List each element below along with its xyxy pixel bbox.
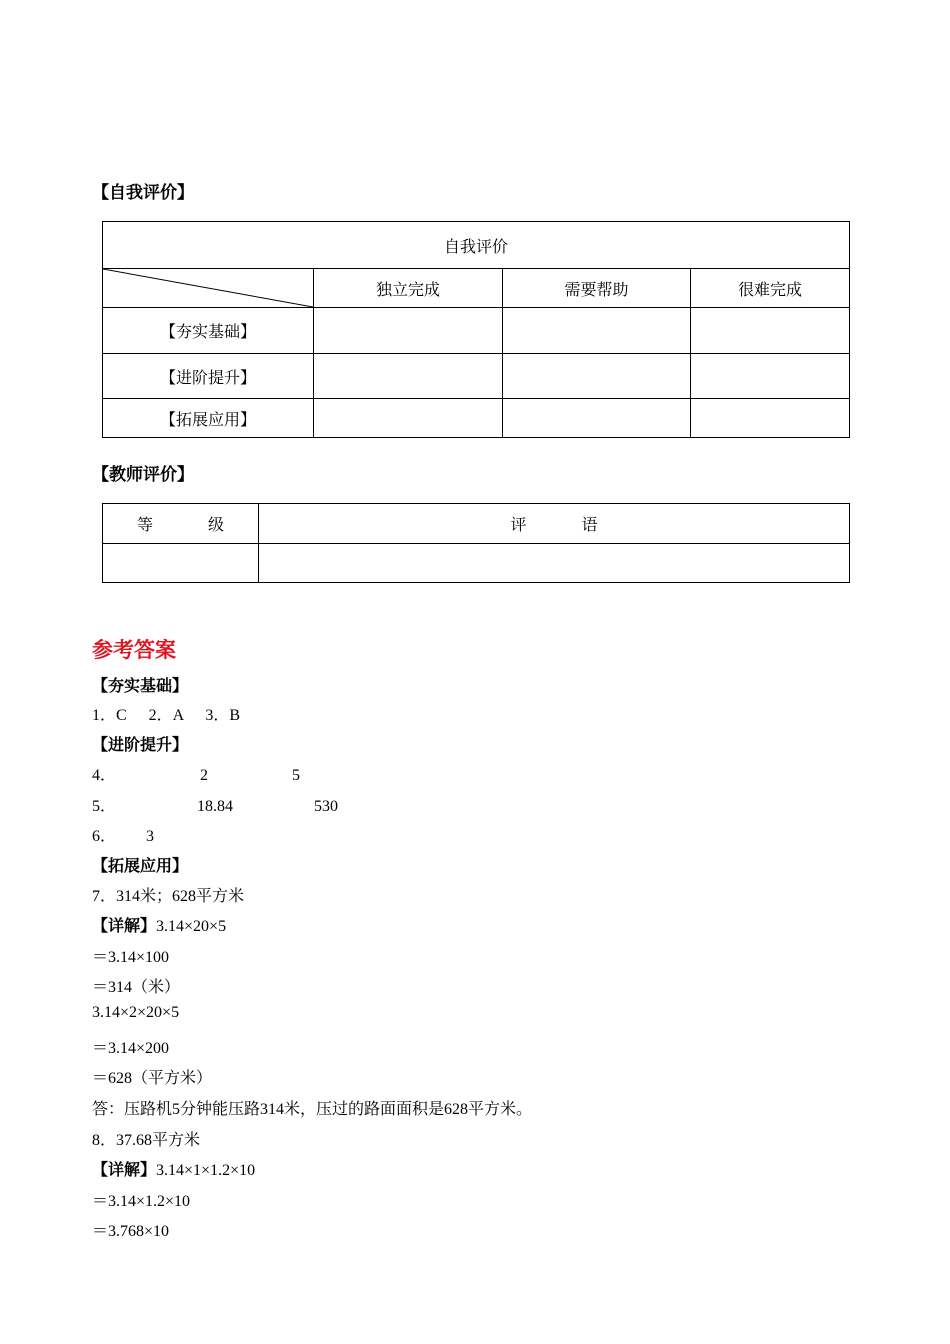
- col-header-difficult: 很难完成: [691, 269, 850, 308]
- answer-statement-7: 答：压路机5分钟能压路314米，压过的路面面积是628平方米。: [92, 1101, 533, 1118]
- row-label-application: 【拓展应用】: [103, 399, 314, 438]
- detail-step: ＝3.14×200: [92, 1040, 170, 1057]
- teacher-eval-heading: 【教师评价】: [92, 465, 194, 485]
- table-cell[interactable]: [503, 308, 691, 354]
- answers-sec-basic: 【夯实基础】: [92, 676, 189, 695]
- col-header-grade: 等 级: [103, 504, 259, 544]
- col-header-comment: 评 语: [259, 504, 850, 544]
- detail-step: ＝3.768×10: [92, 1223, 170, 1240]
- answers-line-7: 7．314米；628平方米: [92, 888, 245, 905]
- detail-step: ＝3.14×100: [92, 949, 170, 966]
- table-cell[interactable]: [314, 399, 503, 438]
- table-cell[interactable]: [103, 544, 259, 583]
- self-eval-table: [102, 221, 850, 438]
- answers-detail-7: [92, 913, 226, 936]
- detail-step: ＝628（平方米）: [92, 1070, 213, 1087]
- answers-sec-advanced: 【进阶提升】: [92, 735, 189, 754]
- detail-label: 【详解】: [92, 1162, 157, 1179]
- answers-line-5: 5． 18.84 530: [92, 798, 339, 815]
- detail-step: ＝3.14×1.2×10: [92, 1193, 191, 1210]
- answers-title: 参考答案: [92, 637, 176, 662]
- table-cell[interactable]: [691, 308, 850, 354]
- teacher-eval-table: [102, 503, 850, 583]
- table-cell[interactable]: [503, 399, 691, 438]
- row-label-advanced: 【进阶提升】: [103, 354, 314, 399]
- table-cell[interactable]: [314, 354, 503, 399]
- answers-sec-application: 【拓展应用】: [92, 856, 189, 875]
- col-header-need-help: 需要帮助: [503, 269, 691, 308]
- row-label-basic: 【夯实基础】: [103, 308, 314, 354]
- answers-detail-8: [92, 1157, 255, 1180]
- table-cell[interactable]: [691, 399, 850, 438]
- detail-step: 3.14×20×5: [156, 918, 227, 935]
- table-cell[interactable]: [503, 354, 691, 399]
- diagonal-line: [103, 269, 313, 307]
- table-cell[interactable]: [691, 354, 850, 399]
- answers-line-1: 1．C 2．A 3．B: [92, 707, 241, 724]
- detail-step: ＝314（米）: [92, 979, 181, 996]
- self-eval-table-title: 自我评价: [103, 222, 850, 269]
- col-header-independent: 独立完成: [314, 269, 503, 308]
- self-eval-heading: 【自我评价】: [92, 183, 194, 203]
- answers-line-6: 6． 3: [92, 828, 155, 845]
- table-cell[interactable]: [259, 544, 850, 583]
- table-cell[interactable]: [314, 308, 503, 354]
- answers-line-4: 4． 2 5: [92, 767, 301, 784]
- answers-line-8: 8．37.68平方米: [92, 1132, 201, 1149]
- diagonal-header-cell: [103, 269, 314, 308]
- detail-label: 【详解】: [92, 918, 157, 935]
- detail-step: 3.14×2×20×5: [92, 1004, 180, 1021]
- detail-step: 3.14×1×1.2×10: [156, 1162, 256, 1179]
